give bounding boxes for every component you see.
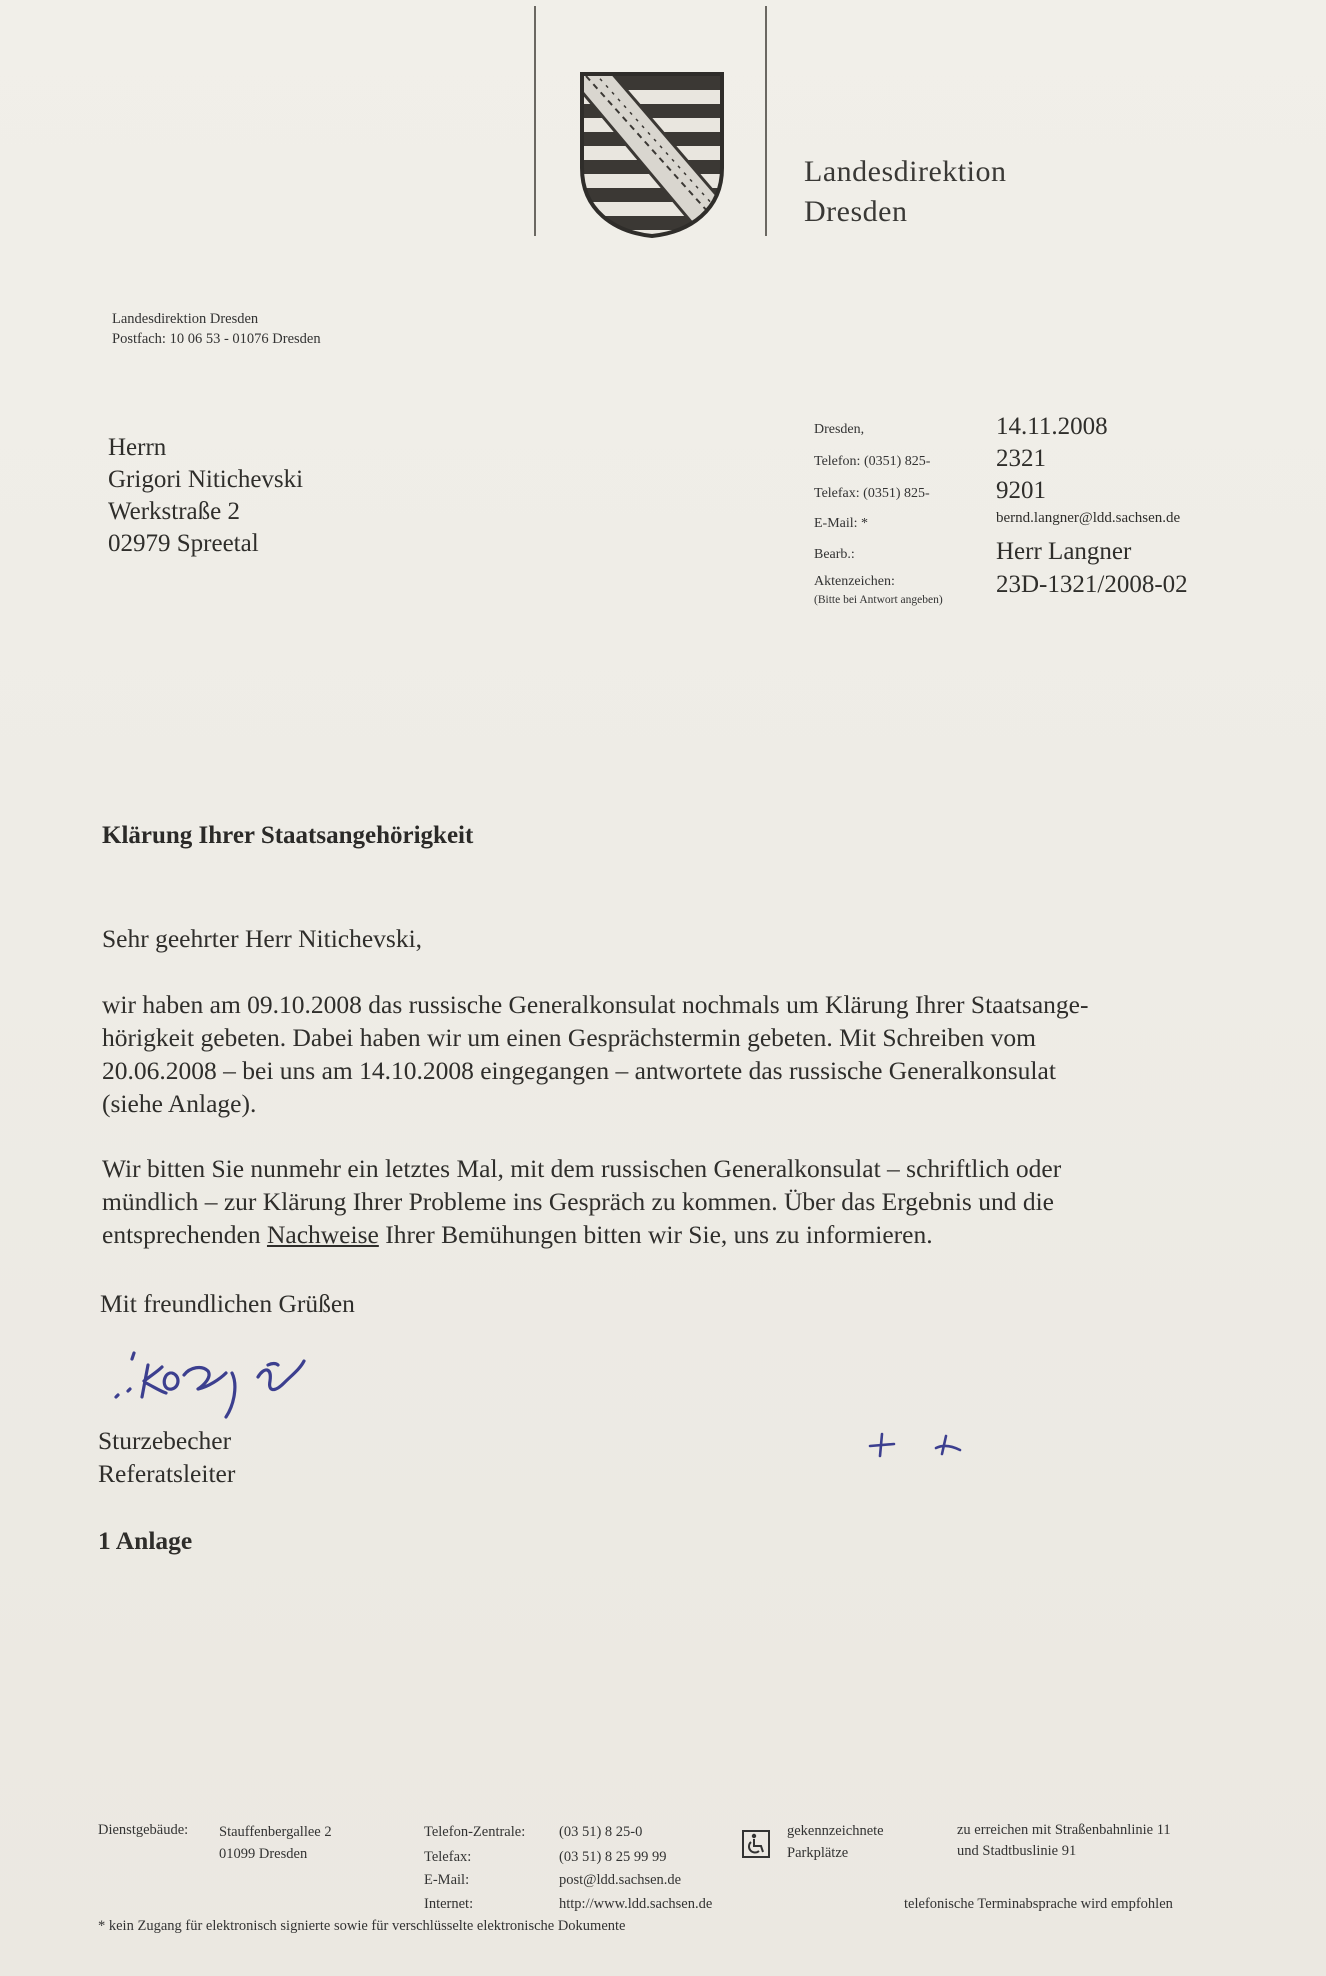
paragraph-2-line-3-end: Ihrer Bemühungen bitten wir Sie, uns zu informieren.: [378, 1220, 933, 1249]
footer-appointment-note: telefonische Terminabsprache wird empfohlen: [904, 1896, 1173, 1912]
footer-central-label: Telefon-Zentrale:: [424, 1824, 526, 1840]
paragraph-2-line-2: mündlich – zur Klärung Ihrer Probleme ins Gespräch zu kommen. Über das Ergebnis und die: [102, 1187, 1054, 1216]
paragraph-2-line-1: Wir bitten Sie nunmehr ein letztes Mal, mit dem russischen Generalkonsulat – schriftlich oder: [102, 1154, 1062, 1183]
sender-line-2: Postfach: 10 06 53 - 01076 Dresden: [112, 331, 321, 347]
sender-line-1: Landesdirektion Dresden: [112, 311, 259, 327]
phone-label: Telefon: (0351) 825-: [814, 454, 931, 469]
footer-fax-number: (03 51) 8 25 99 99: [559, 1849, 667, 1865]
reference-hint-wrapper: [814, 592, 943, 608]
footer-internet-label: Internet:: [424, 1896, 474, 1912]
handwritten-signature: [108, 1345, 348, 1425]
wheelchair-icon: [742, 1830, 770, 1858]
handwritten-marks: [862, 1428, 972, 1462]
fax-extension: 9201: [996, 477, 1046, 504]
email-label: E-Mail: *: [814, 516, 869, 531]
footer-transit-line2: und Stadtbuslinie 91: [957, 1843, 1077, 1859]
place-label: Dresden,: [814, 422, 865, 437]
authority-name-line2: Dresden: [804, 195, 908, 228]
footer-parking-line2: Parkplätze: [787, 1845, 849, 1861]
recipient-city: 02979 Spreetal: [108, 530, 259, 557]
paragraph-2-line-3-start: entsprechenden: [102, 1220, 267, 1249]
clerk-email: bernd.langner@ldd.sachsen.de: [996, 510, 1181, 526]
recipient-name: Grigori Nitichevski: [108, 466, 304, 493]
paragraph-1: [102, 988, 1224, 1120]
footer-building-city: 01099 Dresden: [219, 1846, 308, 1862]
underlined-evidence-word: Nachweise: [266, 1220, 379, 1249]
header-divider-right: [765, 6, 767, 236]
paragraph-1-line-1: wir haben am 09.10.2008 das russische Generalkonsulat nochmals um Klärung Ihrer Staatsange-: [102, 990, 1089, 1019]
enclosure-note: 1 Anlage: [98, 1526, 193, 1555]
fax-label: Telefax: (0351) 825-: [814, 486, 930, 501]
letter-date: 14.11.2008: [996, 413, 1108, 440]
clerk-name: Herr Langner: [996, 538, 1132, 565]
footer-fax-label: Telefax:: [424, 1849, 472, 1865]
footer-parking-line1: gekennzeichnete: [787, 1823, 884, 1839]
paragraph-2: [102, 1152, 1224, 1251]
recipient-salutation: Herrn: [108, 434, 167, 461]
footer-email: post@ldd.sachsen.de: [559, 1872, 682, 1888]
greeting: Sehr geehrter Herr Nitichevski,: [102, 924, 423, 953]
reference-hint: (Bitte bei Antwort angeben): [814, 594, 943, 606]
footer-building-label: Dienstgebäude:: [98, 1822, 189, 1838]
reference-number: 23D-1321/2008-02: [996, 571, 1188, 598]
footer-central-number: (03 51) 8 25-0: [559, 1824, 643, 1840]
reference-label: Aktenzeichen:: [814, 574, 895, 589]
paragraph-1-line-3: 20.06.2008 – bei uns am 14.10.2008 eingegangen – antwortete das russische Generalkonsulat: [102, 1056, 1056, 1085]
paragraph-1-line-2: hörigkeit gebeten. Dabei haben wir um einen Gesprächstermin gebeten. Mit Schreiben vom: [102, 1023, 1036, 1052]
signatory-name: Sturzebecher: [98, 1426, 232, 1455]
subject-line: Klärung Ihrer Staatsangehörigkeit: [102, 822, 474, 849]
paragraph-2-line-3: [102, 1218, 1224, 1251]
footer-transit-line1: zu erreichen mit Straßenbahnlinie 11: [957, 1822, 1171, 1838]
authority-name-line1: Landesdirektion: [804, 155, 1007, 188]
phone-extension: 2321: [996, 445, 1046, 472]
signatory-title: Referatsleiter: [98, 1459, 236, 1488]
footer-encryption-note: * kein Zugang für elektronisch signierte sowie für verschlüsselte elektronische Dokumente: [98, 1918, 626, 1934]
clerk-label: Bearb.:: [814, 547, 855, 562]
closing: Mit freundlichen Grüßen: [100, 1289, 355, 1318]
footer-email-label: E-Mail:: [424, 1872, 470, 1888]
recipient-street: Werkstraße 2: [108, 498, 240, 525]
paragraph-1-line-4: (siehe Anlage).: [102, 1089, 257, 1118]
header-divider-left: [534, 6, 536, 236]
footer-internet: http://www.ldd.sachsen.de: [559, 1896, 713, 1912]
coat-of-arms-icon: [578, 70, 726, 238]
footer-building-street: Stauffenbergallee 2: [219, 1824, 332, 1840]
